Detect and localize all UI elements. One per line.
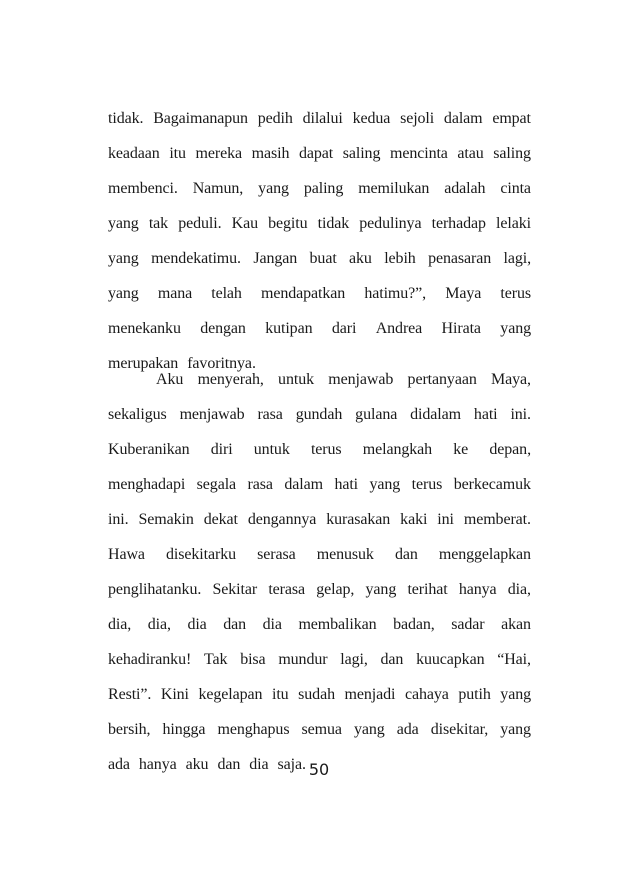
text-line: kehadiranku! Tak bisa mundur lagi, dan kuucapkan “Hai, xyxy=(108,651,531,668)
text-line: membenci. Namun, yang paling memilukan adalah cinta xyxy=(108,180,531,197)
text-line: Kuberanikan diri untuk terus melangkah ke depan, xyxy=(108,441,531,458)
text-line: yang mana telah mendapatkan hatimu?”, Maya terus xyxy=(108,285,531,302)
text-line: bersih, hingga menghapus semua yang ada disekitar, yang xyxy=(108,721,531,738)
text-line: menekanku dengan kutipan dari Andrea Hirata yang xyxy=(108,320,531,337)
text-line: Resti”. Kini kegelapan itu sudah menjadi cahaya putih yang xyxy=(108,686,531,703)
text-line: yang tak peduli. Kau begitu tidak pedulinya terhadap lelaki xyxy=(108,215,531,232)
paragraph-2 xyxy=(108,362,531,782)
text-line: tidak. Bagaimanapun pedih dilalui kedua sejoli dalam empat xyxy=(108,110,531,127)
text-line: yang mendekatimu. Jangan buat aku lebih penasaran lagi, xyxy=(108,250,531,267)
text-line: penglihatanku. Sekitar terasa gelap, yang terihat hanya dia, xyxy=(108,581,531,598)
paragraph-1 xyxy=(108,101,531,381)
text-line: Aku menyerah, untuk menjawab pertanyaan Maya, xyxy=(156,371,531,388)
text-line: ini. Semakin dekat dengannya kurasakan kaki ini memberat. xyxy=(108,511,531,528)
text-line: Hawa disekitarku serasa menusuk dan menggelapkan xyxy=(108,546,531,563)
text-line: merupakan favoritnya. xyxy=(108,355,256,372)
text-line: dia, dia, dia dan dia membalikan badan, sadar akan xyxy=(108,616,531,633)
text-line: ada hanya aku dan dia saja. xyxy=(108,756,306,773)
text-line: keadaan itu mereka masih dapat saling mencinta atau saling xyxy=(108,145,531,162)
text-line: sekaligus menjawab rasa gundah gulana didalam hati ini. xyxy=(108,406,531,423)
page-number: 50 xyxy=(308,760,330,779)
text-line: menghadapi segala rasa dalam hati yang terus berkecamuk xyxy=(108,476,531,493)
